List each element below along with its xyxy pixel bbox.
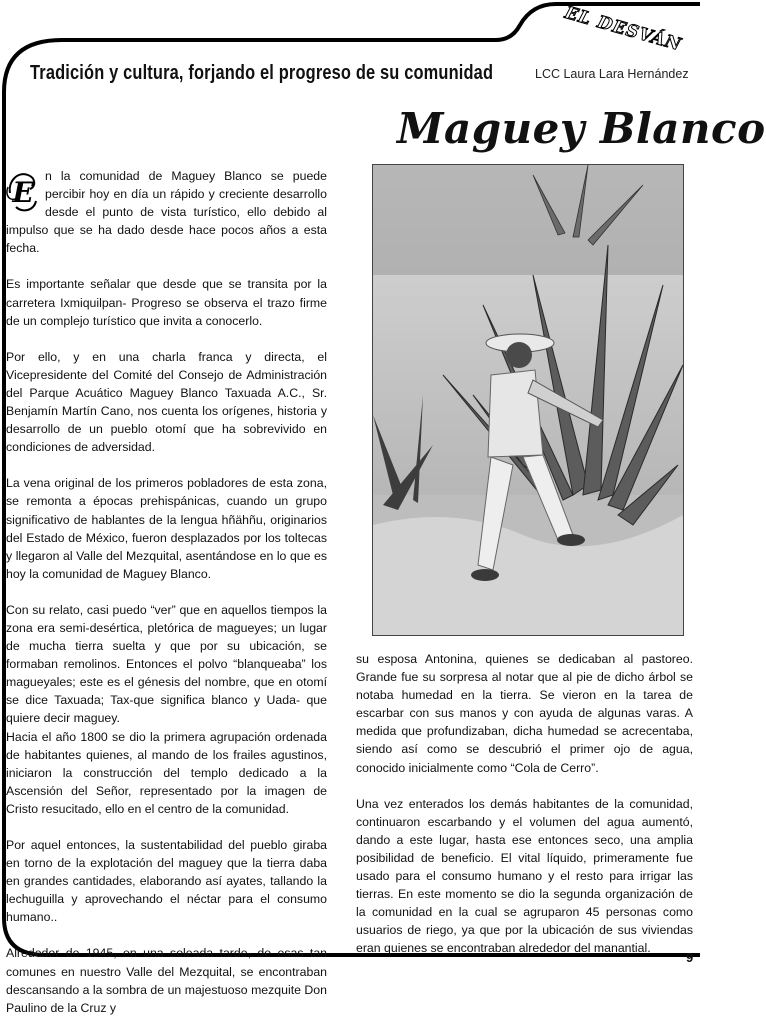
section-tag: EL DESVÁN — [562, 3, 684, 56]
paragraph-2: Es importante señalar que desde que se transita por la carretera Ixmiquilpan- Progreso se observa el trazo firme de un complejo turístico que invita a conocerlo. — [6, 277, 327, 328]
article-title: Maguey Blanco — [397, 104, 766, 153]
paragraph-5: Con su relato, casi puedo “ver” que en aquellos tiempos la zona era semi-desértica, pletórica de magueyes; un lugar de mucha tierra suelta y que por su ubicación, se formaban remolinos. Entonces el polvo “blanqueaba” los magueyales; este es el génesis del nombre, que en otomí se dice Taxuada; Tax-que significa blanco y Uada- que quiere decir maguey. — [6, 602, 327, 726]
drop-cap — [6, 167, 40, 217]
left-column — [6, 167, 327, 1017]
paragraph-8: Alrededor de 1945, en una soleada tarde, de esas tan comunes en nuestro Valle del Mezquital, se encontraban descansando a la sombra de un majestuoso mezquite Don Paulino de la Cruz y — [6, 946, 327, 1015]
svg-text:E: E — [12, 176, 34, 209]
paragraph-1 — [6, 167, 327, 257]
page-number: 9 — [686, 950, 694, 965]
right-column — [356, 650, 693, 958]
paragraph-7: Por aquel entonces, la sustentabilidad del pueblo giraba en torno de la explotación del maguey que la tierra daba en grandes cantidades, elaborando así ayates, tallando la lechuguilla y aprovechando el néctar para el consumo humano.. — [6, 838, 327, 925]
paragraph-1-text: n la comunidad de Maguey Blanco se puede percibir hoy en día un rápido y creciente desarrollo desde el punto de vista turístico, ello debido al impulso que se ha dado desde hace pocos años a esta fecha. — [6, 169, 327, 256]
paragraph-4: La vena original de los primeros pobladores de esta zona, se remonta a épocas prehispánicas, cuando un grupo significativo de hablantes de la lengua hñähñu, originarios del Estado de México, fueron desplazados por los toltecas y llegaron al Valle del Mezquital, asentándose en lo que es hoy la comunidad de Maguey Blanco. — [6, 476, 327, 581]
maguey-photo — [372, 164, 684, 636]
paragraph-10: Una vez enterados los demás habitantes de la comunidad, continuaron escarbando y el volumen del agua aumentó, dando a este lugar, hasta ese entonces seco, una amplia posibilidad de beneficio. El vital líquido, primeramente fue usado para el consumo humano y el resto para irrigar las tierras. En este momento se dio la segunda organización de la comunidad en la cual se agruparon 45 personas como usuarios de riego, ya que por la ubicación de sus viviendas eran quienes se encontraban alrededor del manantial. — [356, 796, 693, 956]
headline: Tradición y cultura, forjando el progreso de su comunidad — [30, 62, 494, 84]
paragraph-6: Hacia el año 1800 se dio la primera agrupación ordenada de habitantes quienes, al mando de los frailes agustinos, iniciaron la construcción del templo dedicado a la Ascensión del Señor, representado por la imagen de Cristo resucitado, ello en el centro de la comunidad. — [6, 729, 327, 816]
paragraph-3: Por ello, y en una charla franca y directa, el Vicepresidente del Comité del Consejo de Administración del Parque Acuático Maguey Blanco Taxuada A.C., Sr. Benjamín Martín Cano, nos cuenta los orígenes, historia y desarrollo de un pueblo otomí que ha sobrevivido en condiciones de adversidad. — [6, 349, 327, 455]
byline: LCC Laura Lara Hernández — [535, 67, 689, 81]
paragraph-9: su esposa Antonina, quienes se dedicaban al pastoreo. Grande fue su sorpresa al notar que al pie de dicho árbol se notaba humedad en la tierra. Se vieron en la tarea de escarbar con sus manos y con ayuda de algunas varas. A medida que profundizaban, dicha humedad se acrecentaba, siendo así como se descubrió el primer ojo de agua, conocido inicialmente como “Cola de Cerro”. — [356, 652, 693, 775]
